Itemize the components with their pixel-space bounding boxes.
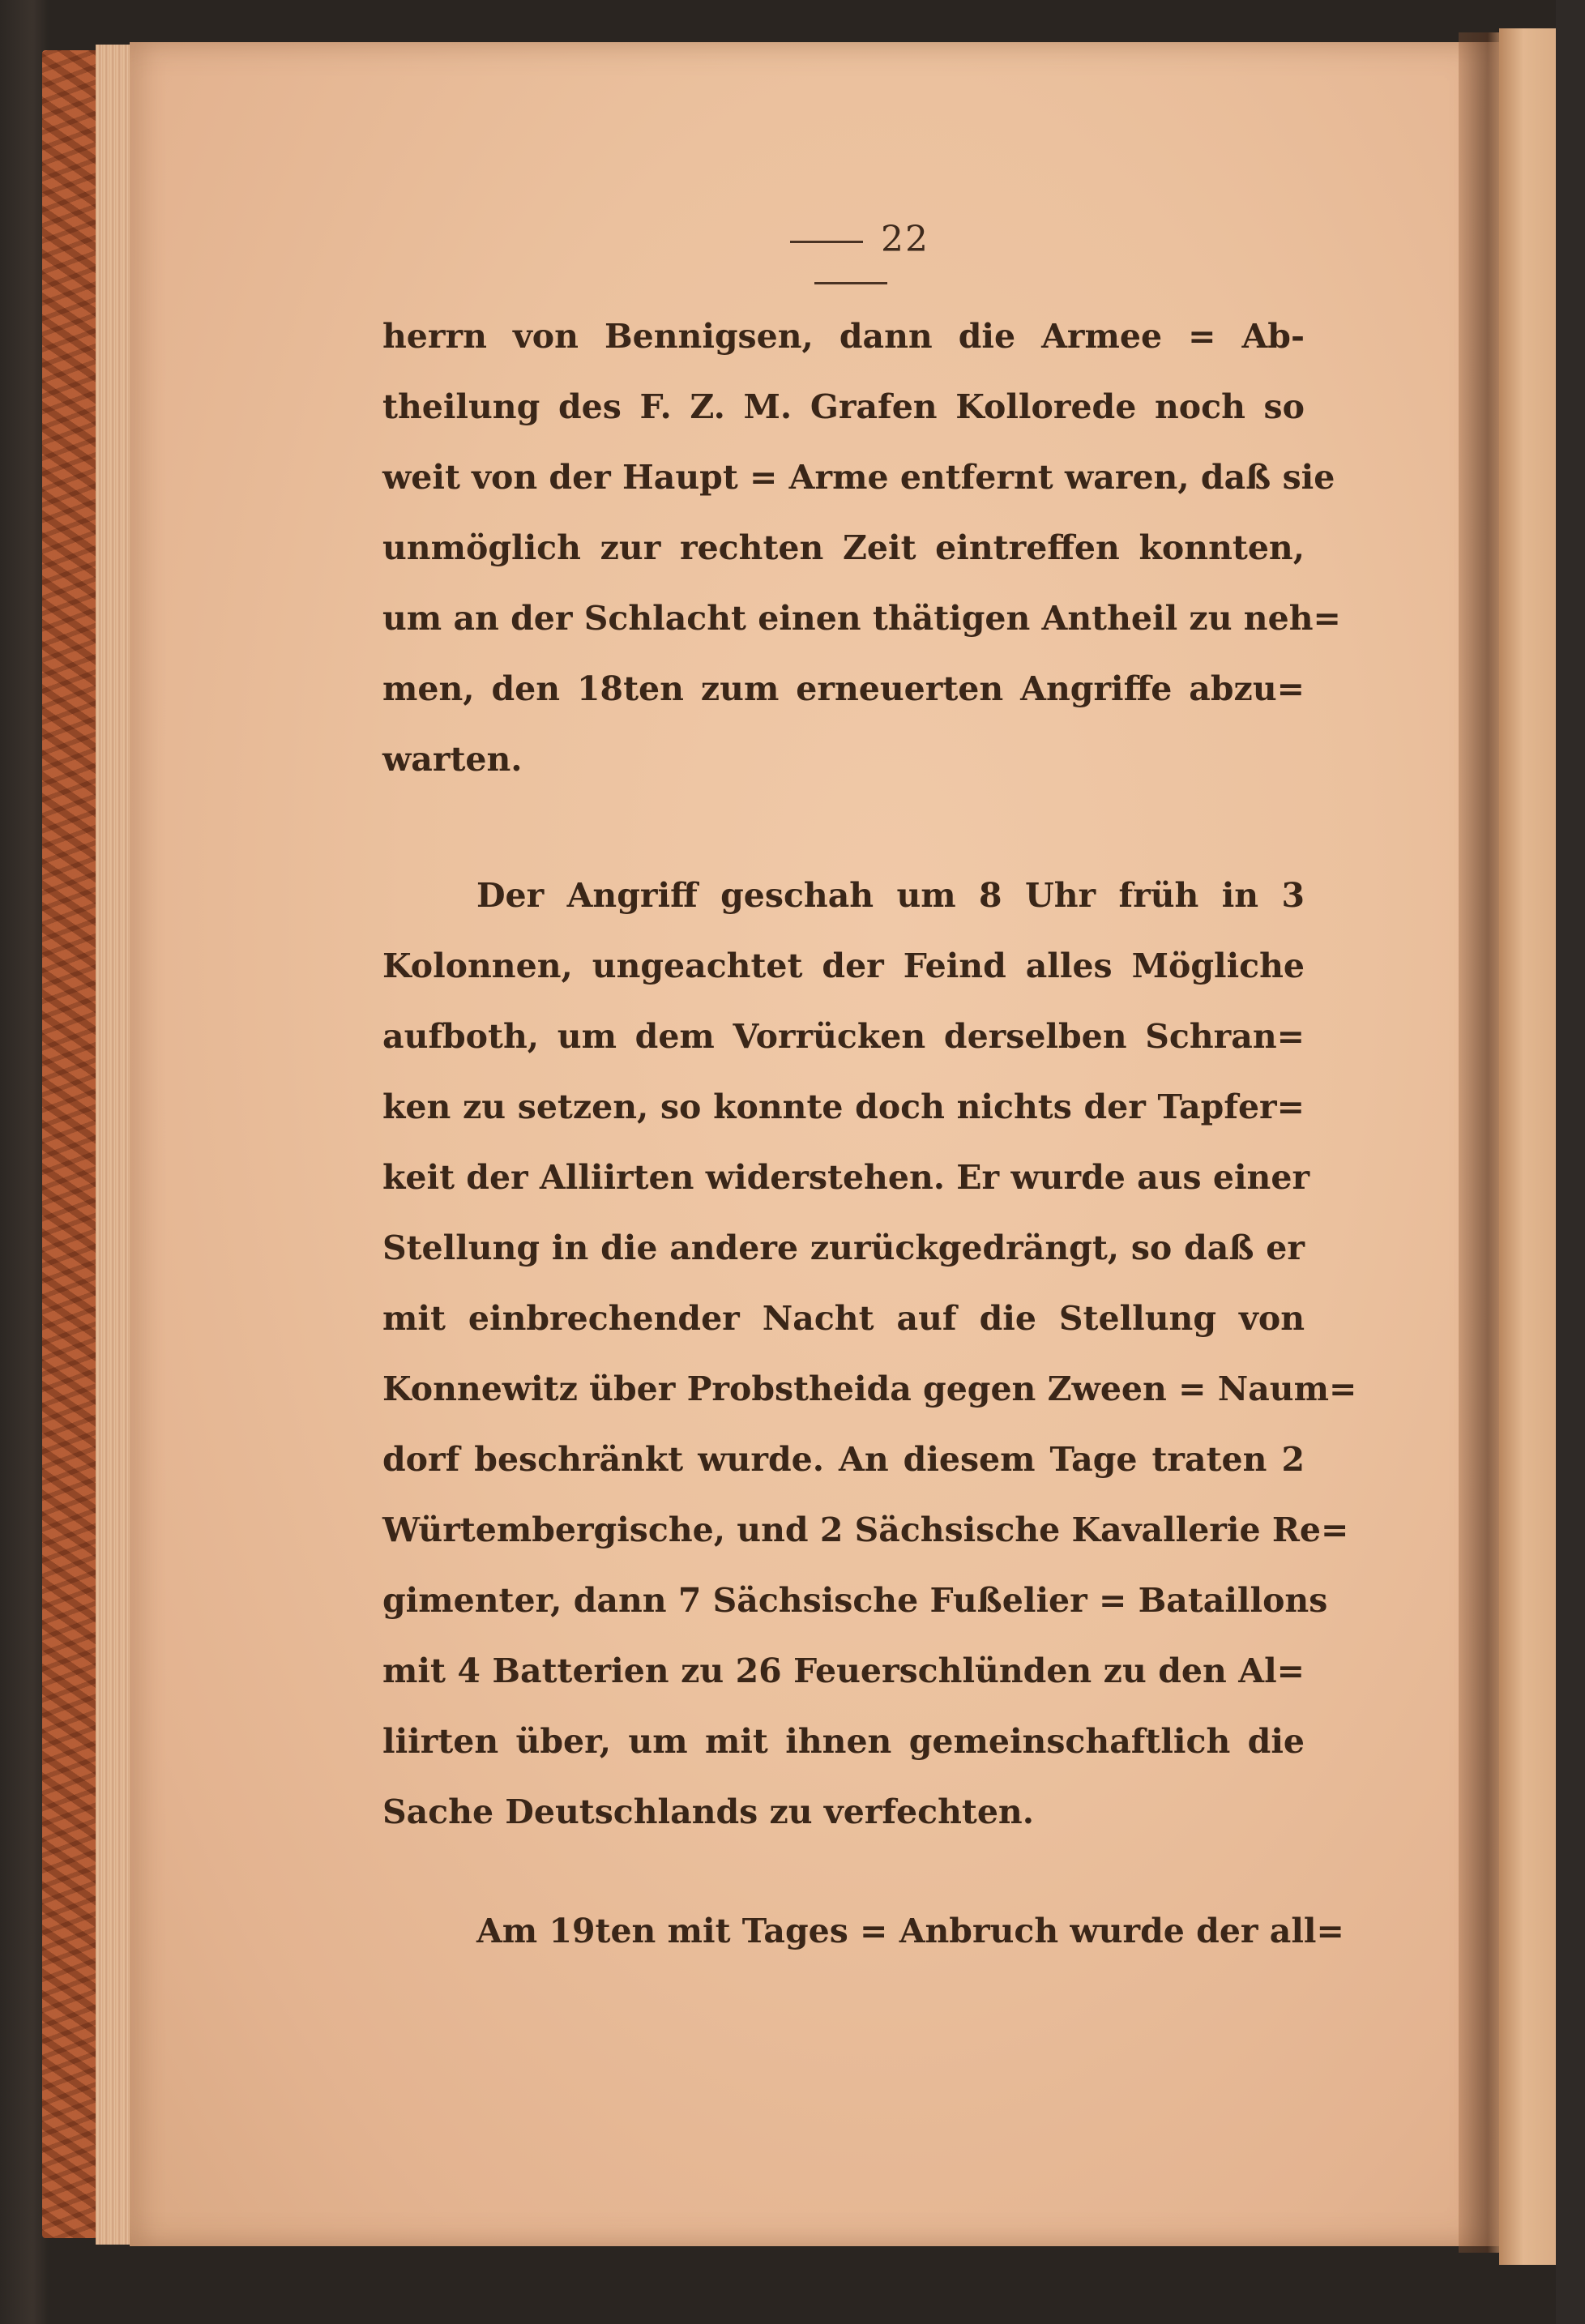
text-line: keit der Alliirten widerstehen. Er wurde aus einer: [382, 1158, 1310, 1197]
text-line: Der Angriff geschah um 8 Uhr früh in 3: [476, 876, 1305, 915]
page-number-value: 22: [881, 219, 929, 260]
text-line: warten.: [382, 740, 523, 779]
text-line: Würtembergische, und 2 Sächsische Kavallerie Re=: [382, 1510, 1349, 1549]
text-line: Kolonnen, ungeachtet der Feind alles Mögliche: [382, 946, 1305, 985]
text-line: Am 19ten mit Tages = Anbruch wurde der all=: [476, 1912, 1344, 1950]
text-line: aufboth, um dem Vorrücken derselben Schran=: [382, 1017, 1305, 1056]
scan-right-edge: [1556, 0, 1585, 2324]
paragraph-2: [382, 861, 1357, 1848]
text-line: mit einbrechender Nacht auf die Stellung von: [382, 1299, 1305, 1338]
text-line: ken zu setzen, so konnte doch nichts der Tapfer=: [382, 1087, 1305, 1126]
text-line: Stellung in die andere zurückgedrängt, so daß er: [382, 1228, 1305, 1267]
text-line: unmöglich zur rechten Zeit eintreffen konnten,: [382, 528, 1305, 567]
paragraph-3: [382, 1896, 1344, 1967]
page-number: [721, 219, 980, 301]
facing-page-edge: [1499, 28, 1560, 2265]
text-line: Konnewitz über Probstheida gegen Zween = Naum=: [382, 1369, 1357, 1408]
text-line: gimenter, dann 7 Sächsische Fußelier = Bataillons: [382, 1581, 1328, 1620]
text-line: liirten über, um mit ihnen gemeinschaftlich die: [382, 1722, 1305, 1761]
text-line: men, den 18ten zum erneuerten Angriffe abzu=: [382, 669, 1305, 708]
page-number-dash-right: [814, 282, 887, 284]
text-line: dorf beschränkt wurde. An diesem Tage traten 2: [382, 1440, 1305, 1479]
paragraph-1: [382, 301, 1341, 795]
text-line: um an der Schlacht einen thätigen Antheil zu neh=: [382, 599, 1341, 638]
text-line: theilung des F. Z. M. Grafen Kollorede noch so: [382, 387, 1305, 426]
text-line: mit 4 Batterien zu 26 Feuerschlünden zu den Al=: [382, 1651, 1305, 1690]
text-line: weit von der Haupt = Arme entfernt waren, daß sie: [382, 458, 1335, 497]
text-line: herrn von Bennigsen, dann die Armee = Ab-: [382, 317, 1305, 356]
page-number-dash-left: [790, 241, 863, 243]
text-line: Sache Deutschlands zu verfechten.: [382, 1792, 1035, 1831]
